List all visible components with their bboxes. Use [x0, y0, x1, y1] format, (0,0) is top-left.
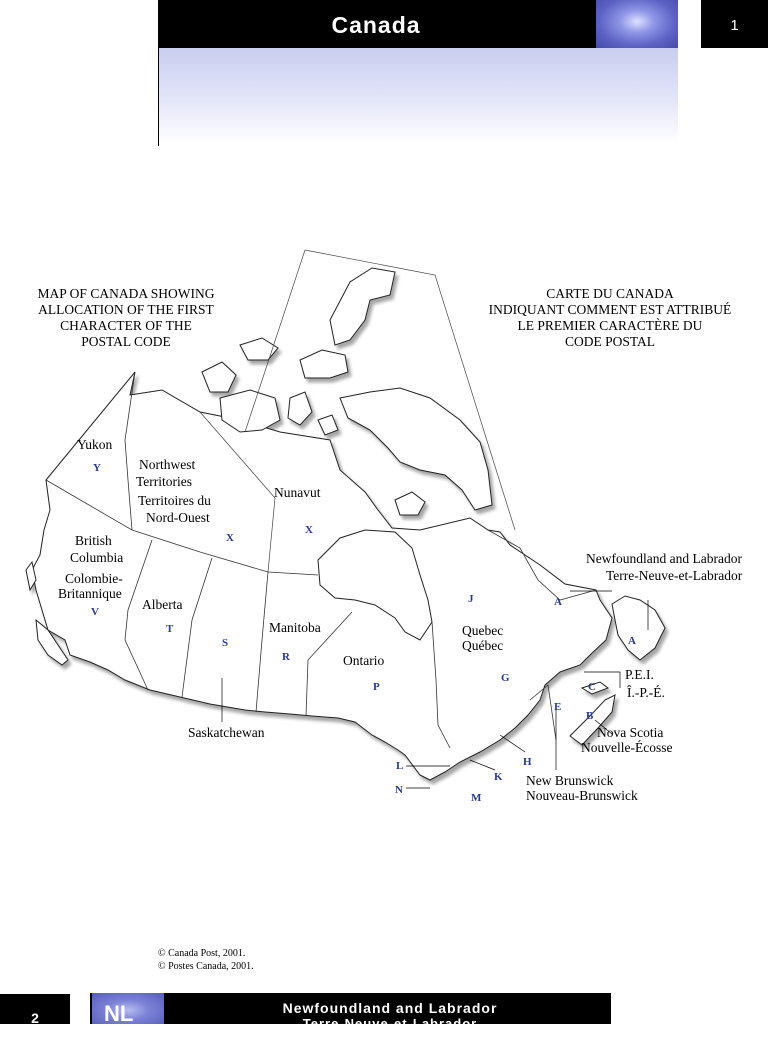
copyright-french: © Postes Canada, 2001. — [158, 961, 254, 972]
label-manitoba: Manitoba — [269, 620, 321, 635]
code-newfoundland: A — [628, 635, 636, 647]
map-title-french: CARTE DU CANADA INDIQUANT COMMENT EST ATTRIBUÉ LE PREMIER CARACTÈRE DU CODE POSTAL — [488, 286, 732, 349]
label-nwt-fr-2: Nord-Ouest — [146, 510, 210, 525]
copyright-english: © Canada Post, 2001. — [158, 948, 246, 959]
code-saskatchewan: S — [222, 637, 229, 649]
label-bc-fr-2: Britannique — [58, 586, 122, 601]
label-nb-en: New Brunswick — [526, 773, 614, 788]
code-manitoba: R — [282, 651, 290, 663]
code-pei: C — [588, 681, 596, 693]
k-leader — [470, 760, 495, 770]
code-nunavut: X — [305, 524, 313, 536]
header-rule — [158, 0, 159, 146]
banks-island — [202, 362, 236, 392]
code-quebec-south: G — [501, 672, 510, 684]
code-montreal: H — [523, 756, 532, 768]
label-ns-en: Nova Scotia — [597, 725, 664, 740]
code-yukon: Y — [93, 462, 101, 474]
code-bc: V — [91, 606, 99, 618]
label-alberta: Alberta — [142, 597, 183, 612]
label-nwt-en-1: Northwest — [139, 457, 196, 472]
label-nwt-en-2: Territories — [136, 474, 193, 489]
page-number: 1 — [701, 0, 768, 48]
footer-subtitle: Terre-Neuve-et-Labrador — [302, 1016, 478, 1031]
label-ns-fr: Nouvelle-Écosse — [581, 740, 673, 755]
label-nunavut: Nunavut — [274, 485, 321, 500]
code-labrador: A — [554, 596, 562, 608]
footer-title: Newfoundland and Labrador — [282, 1000, 498, 1016]
code-eastern-ontario: K — [494, 771, 503, 783]
label-ontario: Ontario — [343, 653, 385, 668]
header-gradient-band — [159, 48, 678, 144]
label-pei-en: P.E.I. — [625, 667, 654, 682]
code-alberta: T — [166, 623, 174, 635]
page-title: Canada — [331, 12, 421, 38]
newfoundland-island — [612, 596, 665, 660]
label-bc-en-2: Columbia — [70, 550, 124, 565]
code-quebec-north: J — [468, 593, 474, 605]
southampton-island — [395, 492, 425, 515]
header-orb-decoration — [596, 0, 678, 48]
footer-badge: NL — [104, 1001, 134, 1026]
code-new-brunswick: E — [554, 701, 562, 713]
label-quebec-en: Quebec — [462, 623, 504, 638]
code-ontario: P — [373, 681, 380, 693]
label-bc-fr-1: Colombie- — [65, 571, 123, 586]
ellesmere-island — [330, 268, 395, 345]
code-toronto: M — [471, 792, 482, 804]
label-quebec-fr: Québec — [462, 638, 504, 653]
code-nwt: X — [226, 532, 234, 544]
code-southwest-ontario: N — [395, 784, 403, 796]
label-yukon: Yukon — [77, 437, 113, 452]
label-nwt-fr-1: Territoires du — [138, 493, 211, 508]
footer-page-number: 2 — [0, 994, 70, 1024]
king-william-island — [318, 415, 338, 435]
label-nl-fr: Terre-Neuve-et-Labrador — [606, 568, 743, 583]
label-pei-fr: Î.-P.-É. — [627, 685, 665, 700]
copyright — [158, 947, 254, 973]
prince-of-wales-island — [288, 392, 312, 425]
label-nb-fr: Nouveau-Brunswick — [526, 788, 638, 803]
label-saskatchewan: Saskatchewan — [188, 725, 265, 740]
label-nl-en: Newfoundland and Labrador — [586, 551, 742, 566]
code-central-ontario: L — [396, 760, 404, 772]
devon-island — [300, 350, 348, 378]
label-bc-en-1: British — [75, 533, 112, 548]
map-title-english: MAP OF CANADA SHOWING ALLOCATION OF THE FIRST CHARACTER OF THE POSTAL CODE — [37, 286, 215, 349]
h-leader — [500, 735, 525, 752]
canada-postal-map — [0, 240, 768, 820]
code-nova-scotia: B — [586, 710, 594, 722]
